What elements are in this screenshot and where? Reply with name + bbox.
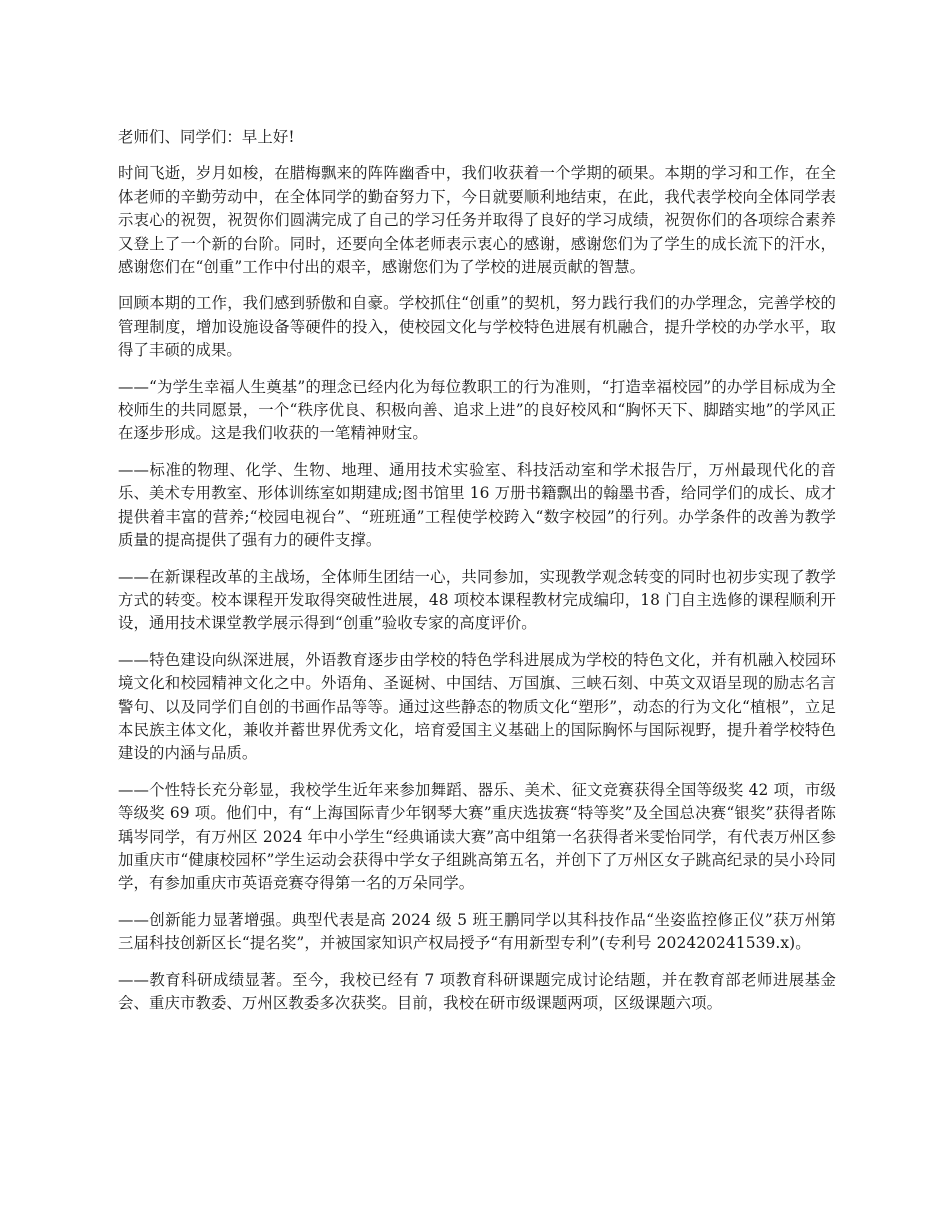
paragraph-curriculum: ——在新课程改革的主战场，全体师生团结一心，共同参加，实现教学观念转变的同时也初步实现了教学方式的转变。校本课程开发取得突破性进展，48 项校本课程教材完成编印，18 门自主选修的课程顺利开设，通用技术课堂教学展示得到“创重”验收专家的高度评价。 — [118, 567, 836, 633]
paragraph-opening: 时间飞逝，岁月如梭，在腊梅飘来的阵阵幽香中，我们收获着一个学期的硕果。本期的学习和工作，在全体老师的辛勤劳动中，在全体同学的勤奋努力下，今日就要顺利地结束，在此，我代表学校向全体同学表示衷心的祝贺，祝贺你们圆满完成了自己的学习任务并取得了良好的学习成绩，祝贺你们的各项综合素养又登上了一个新的台阶。同时，还要向全体老师表示衷心的感谢，感谢您们为了学生的成长流下的汗水，感谢您们在“创重”工作中付出的艰辛，感谢您们为了学校的进展贡献的智慧。 — [118, 164, 836, 277]
paragraph-characteristics: ——特色建设向纵深进展，外语教育逐步由学校的特色学科进展成为学校的特色文化，并有机融入校园环境文化和校园精神文化之中。外语角、圣诞树、中国结、万国旗、三峡石刻、中英文双语呈现的励志名言警句、以及同学们自创的书画作品等等。通过这些静态的物质文化“塑形”，动态的行为文化“植根”，立足本民族主体文化，兼收并蓄世界优秀文化，培育爱国主义基础上的国际胸怀与国际视野，提升着学校特色建设的内涵与品质。 — [118, 650, 836, 763]
paragraph-facilities: ——标准的物理、化学、生物、地理、通用技术实验室、科技活动室和学术报告厅，万州最现代化的音乐、美术专用教室、形体训练室如期建成;图书馆里 16 万册书籍飘出的翰墨书香，给同学们的成长、成才提供着丰富的营养;“校园电视台”、“班班通”工程使学校跨入“数字校园”的行列。办学条件的改善为教学质量的提高提供了强有力的硬件支撑。 — [118, 460, 836, 550]
paragraph-research: ——教育科研成绩显著。至今，我校已经有 7 项教育科研课题完成讨论结题，并在教育部老师进展基金会、重庆市教委、万州区教委多次获奖。目前，我校在研市级课题两项，区级课题六项。 — [118, 970, 836, 1012]
paragraph-review: 回顾本期的工作，我们感到骄傲和自豪。学校抓住“创重”的契机，努力践行我们的办学理念，完善学校的管理制度，增加设施设备等硬件的投入，使校园文化与学校特色进展有机融合，提升学校的办学水平，取得了丰硕的成果。 — [118, 294, 836, 360]
paragraph-talents: ——个性特长充分彰显，我校学生近年来参加舞蹈、器乐、美术、征文竞赛获得全国等级奖 42 项，市级等级奖 69 项。他们中，有“上海国际青少年钢琴大赛”重庆选拔赛“特等奖”及全国总决赛“银奖”获得者陈瑀岑同学，有万州区 2024 年中小学生“经典诵读大赛”高中组第一名获得者米雯怡同学，有代表万州区参加重庆市“健康校园杯”学生运动会获得中学女子组跳高第五名，并创下了万州区女子跳高纪录的吴小玲同学，有参加重庆市英语竞赛夺得第一名的万朵同学。 — [118, 780, 836, 893]
paragraph-innovation: ——创新能力显著增强。典型代表是高 2024 级 5 班王鹏同学以其科技作品“坐姿监控修正仪”获万州第三届科技创新区长“提名奖”，并被国家知识产权局授予“有用新型专利”(专利号 202420241539.x)。 — [118, 910, 836, 953]
greeting-line: 老师们、同学们：早上好! — [118, 128, 295, 146]
paragraph-philosophy: ——“为学生幸福人生奠基”的理念已经内化为每位教职工的行为准则，“打造幸福校园”的办学目标成为全校师生的共同愿景，一个“秩序优良、积极向善、追求上进”的良好校风和“胸怀天下、脚踏实地”的学风正在逐步形成。这是我们收获的一笔精神财宝。 — [118, 377, 836, 443]
document-page — [118, 126, 836, 1028]
